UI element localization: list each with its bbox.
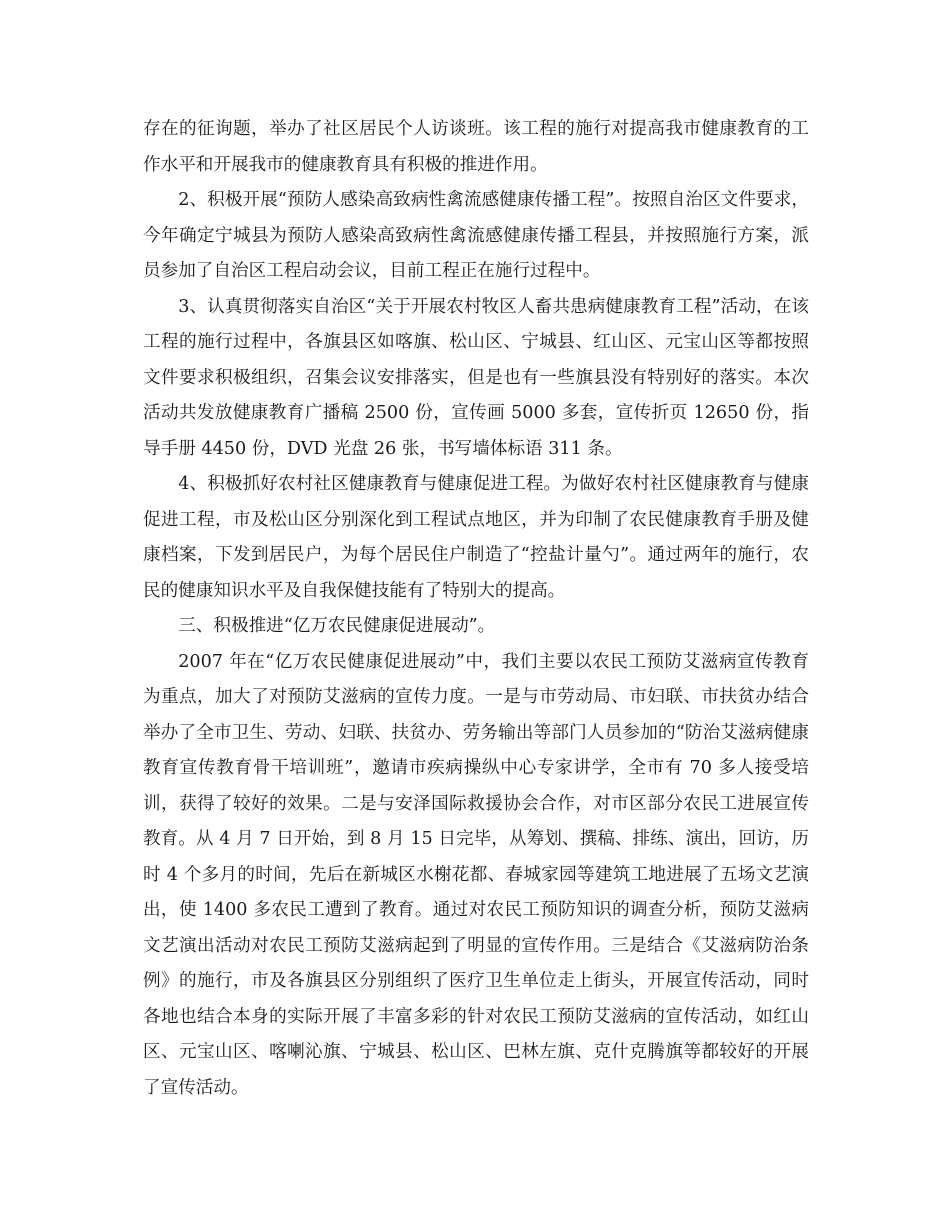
paragraph-continuation: 存在的征询题，举办了社区居民个人访谈班。该工程的施行对提高我市健康教育的工作水平和开展我市的健康教育具有积极的推进作用。 — [143, 119, 809, 175]
paragraph-item-2: 2、积极开展“预防人感染高致病性禽流感健康传播工程”。按照自治区文件要求，今年确定宁城县为预防人感染高致病性禽流感健康传播工程县，并按照施行方案，派员参加了自治区工程启动会议，目前工程正在施行过程中。 — [143, 190, 809, 281]
paragraph-section-3-body: 2007 年在“亿万农民健康促进展动”中，我们主要以农民工预防艾滋病宣传教育为重点，加大了对预防艾滋病的宣传力度。一是与市劳动局、市妇联、市扶贫办结合举办了全市卫生、劳动、妇联、扶贫办、劳务输出等部门人员参加的“防治艾滋病健康教育宣传教育骨干培训班”，邀请市疾病操纵中心专家讲学，全市有 70 多人接受培训，获得了较好的效果。二是与安泽国际救援协会合作，对市区部分农民工进展宣传教育。从 4 月 7 日开始，到 8 月 15 日完毕，从筹划、撰稿、排练、演出，回访，历时 4 个多月的时间，先后在新城区水榭花都、春城家园等建筑工地进展了五场文艺演出，使 1400 多农民工遭到了教育。通过对农民工预防知识的调查分析，预防艾滋病文艺演出活动对农民工预防艾滋病起到了明显的宣传作用。三是结合《艾滋病防治条例》的施行，市及各旗县区分别组织了医疗卫生单位走上街头，开展宣传活动，同时各地也结合本身的实际开展了丰富多彩的针对农民工预防艾滋病的宣传活动，如红山区、元宝山区、喀喇沁旗、宁城县、松山区、巴林左旗、克什克腾旗等都较好的开展了宣传活动。 — [143, 651, 809, 1098]
paragraph-item-4: 4、积极抓好农村社区健康教育与健康促进工程。为做好农村社区健康教育与健康促进工程，市及松山区分别深化到工程试点地区，并为印制了农民健康教育手册及健康档案，下发到居民户，为每个居民住户制造了“控盐计量勺”。通过两年的施行，农民的健康知识水平及自我保健技能有了特别大的提高。 — [143, 474, 809, 601]
paragraph-item-3: 3、认真贯彻落实自治区“关于开展农村牧区人畜共患病健康教育工程”活动，在该工程的施行过程中，各旗县区如喀旗、松山区、宁城县、红山区、元宝山区等都按照文件要求积极组织，召集会议安排落实，但是也有一些旗县没有特别好的落实。本次活动共发放健康教育广播稿 2500 份，宣传画 5000 多套，宣传折页 12650 份，指导手册 4450 份，DVD 光盘 26 张，书写墙体标语 311 条。 — [143, 296, 809, 459]
section-heading-3: 三、积极推进“亿万农民健康促进展动”。 — [178, 616, 496, 636]
document-body — [143, 112, 809, 1106]
